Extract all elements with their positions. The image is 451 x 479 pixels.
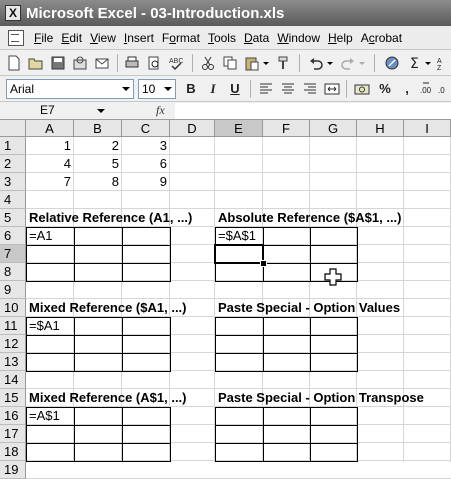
menu-data[interactable]: Data xyxy=(243,30,270,45)
gridline xyxy=(403,137,404,462)
hyperlink-icon[interactable] xyxy=(384,55,400,71)
menu-format[interactable]: Format xyxy=(161,30,200,45)
border-line xyxy=(26,353,170,354)
window-title: Microsoft Excel - 03-Introduction.xls xyxy=(26,4,285,22)
row-header-15[interactable]: 15 xyxy=(0,389,26,407)
menu-tools[interactable]: Tools xyxy=(207,30,236,45)
gridline xyxy=(26,190,451,191)
currency-icon[interactable] xyxy=(354,81,370,97)
cell-a6[interactable]: =A1 xyxy=(29,228,53,243)
row-header-13[interactable]: 13 xyxy=(0,353,26,371)
bordered-range xyxy=(215,407,358,462)
paste-options-dropdown-icon[interactable] xyxy=(262,55,270,71)
comma-style-button[interactable]: , xyxy=(405,81,409,96)
column-header-g[interactable]: G xyxy=(310,120,357,137)
cell-e5[interactable]: Absolute Reference ($A$1, ...) xyxy=(218,210,402,225)
title-bar xyxy=(0,0,451,26)
row-header-11[interactable]: 11 xyxy=(0,317,26,335)
border-line xyxy=(215,335,357,336)
column-header-e[interactable]: E xyxy=(215,120,263,137)
menu-window[interactable]: Window xyxy=(277,30,320,45)
menu-bar xyxy=(0,26,451,50)
row-header-7[interactable]: 7 xyxy=(0,245,26,263)
print-icon[interactable] xyxy=(124,55,140,71)
decrease-decimal-icon[interactable] xyxy=(438,81,451,97)
paste-icon[interactable] xyxy=(244,55,260,71)
formula-input[interactable] xyxy=(175,103,451,119)
bold-button[interactable]: B xyxy=(186,81,196,96)
border-line xyxy=(310,227,311,281)
row-header-16[interactable]: 16 xyxy=(0,407,26,425)
cell-e6[interactable]: =$A$1 xyxy=(218,228,256,243)
undo-icon[interactable] xyxy=(308,55,324,71)
menu-insert[interactable]: Insert xyxy=(123,30,154,45)
cell-a3[interactable]: 7 xyxy=(63,174,71,189)
border-line xyxy=(122,227,123,281)
chevron-down-icon[interactable] xyxy=(97,109,105,113)
format-painter-icon[interactable] xyxy=(276,55,292,71)
save-disk-icon[interactable] xyxy=(50,55,66,71)
toolbar-separator xyxy=(299,54,300,72)
formula-bar xyxy=(0,102,451,120)
column-header-h[interactable]: H xyxy=(357,120,404,137)
svg-text:ABC: ABC xyxy=(169,58,184,65)
font-size-select[interactable] xyxy=(138,79,176,99)
column-header-d[interactable]: D xyxy=(170,120,215,137)
border-line xyxy=(310,407,311,461)
menu-file[interactable]: File xyxy=(34,30,54,45)
row-header-8[interactable]: 8 xyxy=(0,263,26,281)
cell-a11[interactable]: =$A1 xyxy=(29,318,60,333)
toolbar-separator xyxy=(192,54,193,72)
increase-decimal-icon[interactable] xyxy=(420,81,436,97)
row-header-3[interactable]: 3 xyxy=(0,173,26,191)
column-header-i[interactable]: I xyxy=(404,120,451,137)
border-line xyxy=(215,443,357,444)
email-icon[interactable] xyxy=(94,55,110,71)
undo-dropdown-icon[interactable] xyxy=(326,55,334,71)
font-name-value: Arial xyxy=(10,82,35,96)
row-header-12[interactable]: 12 xyxy=(0,335,26,353)
column-header-f[interactable]: F xyxy=(263,120,310,137)
svg-text:Σ: Σ xyxy=(410,56,419,71)
cell-a5[interactable]: Relative Reference (A1, ...) xyxy=(29,210,193,225)
sort-ascending-icon[interactable] xyxy=(436,55,451,71)
cell-c3[interactable]: 9 xyxy=(159,174,167,189)
border-line xyxy=(26,425,170,426)
copy-icon[interactable] xyxy=(222,55,238,71)
cell-e15[interactable]: Paste Special - Option Transpose xyxy=(218,390,424,405)
select-all-corner[interactable] xyxy=(0,120,26,137)
open-folder-icon[interactable] xyxy=(28,55,44,71)
chevron-down-icon[interactable] xyxy=(122,87,130,91)
align-center-icon[interactable] xyxy=(280,81,296,97)
border-line xyxy=(74,227,75,281)
percent-button[interactable]: % xyxy=(379,81,391,96)
font-name-select[interactable] xyxy=(6,79,134,99)
border-line xyxy=(215,353,357,354)
border-line xyxy=(122,407,123,461)
toolbar-separator xyxy=(250,80,251,98)
row-header-4[interactable]: 4 xyxy=(0,191,26,209)
workbook-control-icon[interactable] xyxy=(8,30,24,46)
border-line xyxy=(263,317,264,371)
cell-b2[interactable]: 5 xyxy=(111,156,119,171)
row-header-17[interactable]: 17 xyxy=(0,425,26,443)
border-line xyxy=(122,317,123,371)
row-header-10[interactable]: 10 xyxy=(0,299,26,317)
redo-dropdown-icon[interactable] xyxy=(358,55,366,71)
menu-edit[interactable]: Edit xyxy=(61,30,83,45)
align-right-icon[interactable] xyxy=(302,81,318,97)
svg-text:.0: .0 xyxy=(438,86,445,95)
cell-a16[interactable]: =A$1 xyxy=(29,408,60,423)
border-line xyxy=(215,425,357,426)
new-document-icon[interactable] xyxy=(6,55,22,71)
row-header-9[interactable]: 9 xyxy=(0,281,26,299)
row-header-14[interactable]: 14 xyxy=(0,371,26,389)
row-header-18[interactable]: 18 xyxy=(0,443,26,461)
column-header-b[interactable]: B xyxy=(74,120,122,137)
border-line xyxy=(26,263,170,264)
cell-c2[interactable]: 6 xyxy=(159,156,167,171)
toolbar-separator xyxy=(374,54,375,72)
cell-a1[interactable]: 1 xyxy=(63,138,71,153)
row-header-5[interactable]: 5 xyxy=(0,209,26,227)
svg-text:A: A xyxy=(437,58,442,65)
chevron-down-icon[interactable] xyxy=(164,87,172,91)
menu-view[interactable]: View xyxy=(90,30,116,45)
row-header-1[interactable]: 1 xyxy=(0,137,26,155)
toolbar-separator xyxy=(117,54,118,72)
active-cell-selection[interactable] xyxy=(214,244,264,264)
sigma-icon[interactable] xyxy=(408,55,424,71)
border-line xyxy=(26,245,170,246)
worksheet-grid[interactable] xyxy=(0,120,451,477)
scissors-icon[interactable] xyxy=(200,55,216,71)
border-line xyxy=(263,407,264,461)
toolbar-separator xyxy=(346,80,347,98)
column-header-c[interactable]: C xyxy=(122,120,170,137)
autosum-dropdown-icon[interactable] xyxy=(424,55,432,71)
border-line xyxy=(74,317,75,371)
cell-b3[interactable]: 8 xyxy=(111,174,119,189)
border-line xyxy=(74,407,75,461)
menu-help[interactable]: Help xyxy=(328,30,353,45)
align-left-icon[interactable] xyxy=(258,81,274,97)
cell-select-cursor-icon xyxy=(324,268,342,286)
border-line xyxy=(26,443,170,444)
name-box[interactable]: E7 xyxy=(40,103,55,117)
cell-c1[interactable]: 3 xyxy=(159,138,167,153)
cell-a2[interactable]: 4 xyxy=(63,156,71,171)
svg-text:.00: .00 xyxy=(420,86,432,95)
cell-a15[interactable]: Mixed Reference (A$1, ...) xyxy=(29,390,187,405)
row-header-19[interactable]: 19 xyxy=(0,461,26,479)
row-header-2[interactable]: 2 xyxy=(0,155,26,173)
standard-toolbar xyxy=(0,50,451,76)
svg-text:Z: Z xyxy=(437,65,442,71)
column-header-a[interactable]: A xyxy=(26,120,74,137)
border-line xyxy=(310,317,311,371)
italic-button[interactable]: I xyxy=(210,81,216,96)
underline-button[interactable]: U xyxy=(230,81,240,96)
formatting-toolbar xyxy=(0,76,451,102)
border-line xyxy=(26,335,170,336)
spelling-icon[interactable] xyxy=(168,55,184,71)
cell-a10[interactable]: Mixed Reference ($A1, ...) xyxy=(29,300,187,315)
font-size-value: 10 xyxy=(142,82,156,96)
bordered-range xyxy=(215,317,358,372)
menu-acrobat[interactable]: Acrobat xyxy=(360,30,403,45)
fill-handle[interactable] xyxy=(260,260,267,267)
print-preview-icon[interactable] xyxy=(146,55,162,71)
merge-and-center-icon[interactable] xyxy=(324,81,340,97)
insert-function-icon[interactable]: fx xyxy=(156,103,165,117)
excel-app-icon[interactable] xyxy=(5,5,21,21)
cell-b1[interactable]: 2 xyxy=(111,138,119,153)
redo-icon[interactable] xyxy=(340,55,356,71)
row-header-6[interactable]: 6 xyxy=(0,227,26,245)
permission-icon[interactable] xyxy=(72,55,88,71)
cell-e10[interactable]: Paste Special - Option Values xyxy=(218,300,401,315)
